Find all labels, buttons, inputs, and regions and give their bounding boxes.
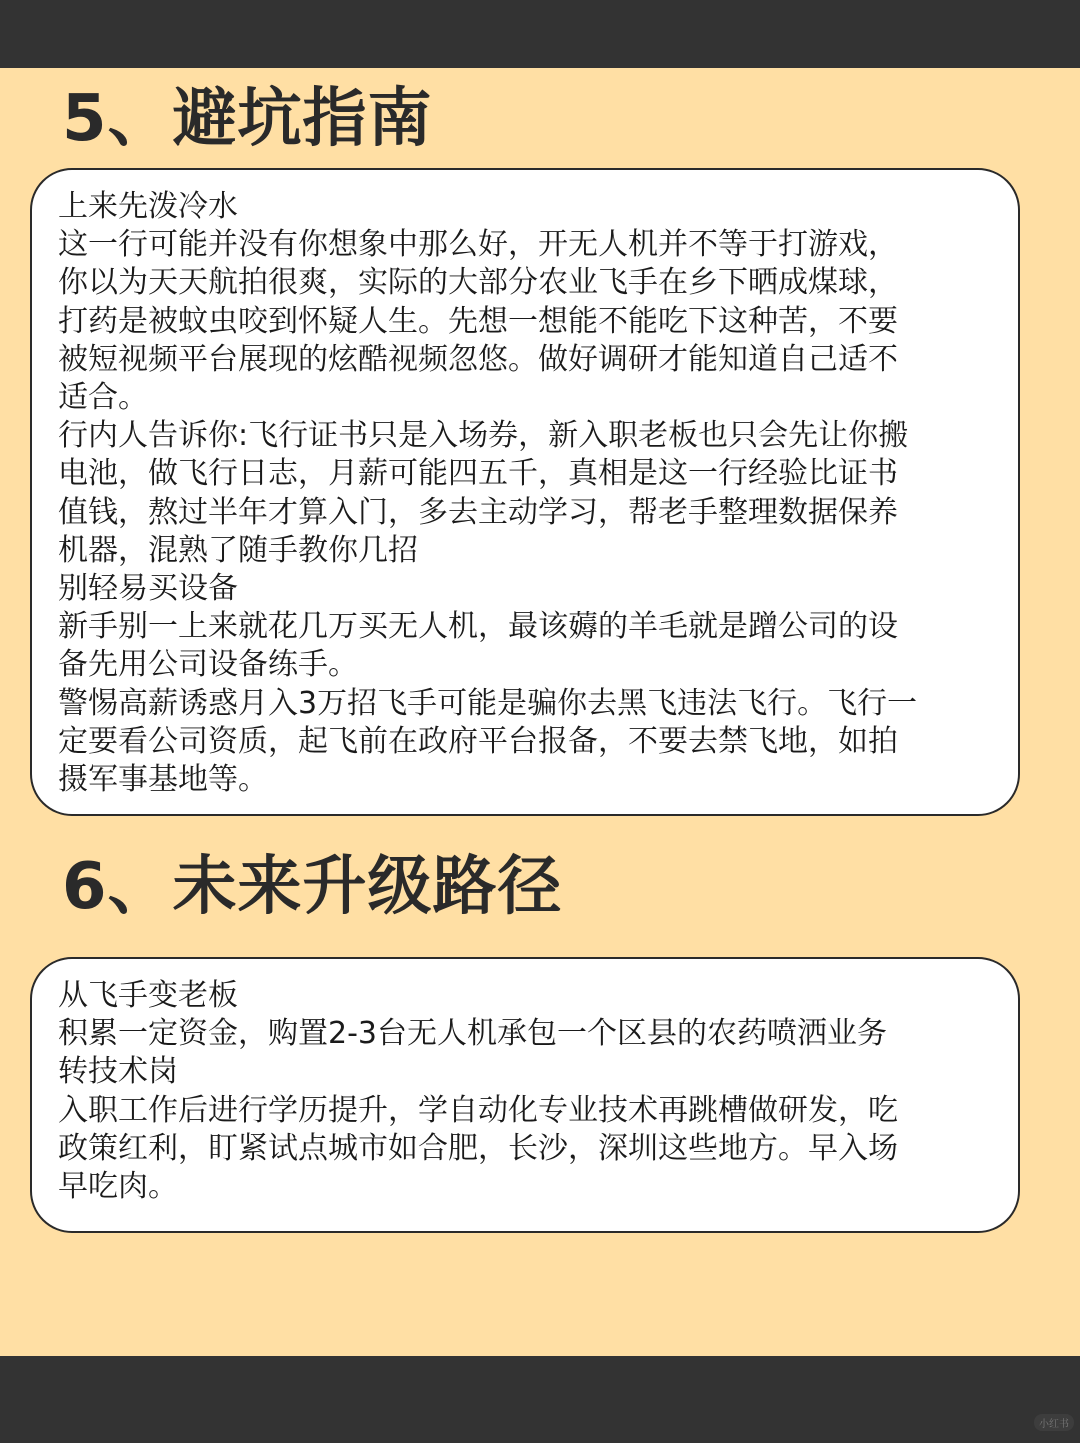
paragraph-high-salary-warning: 警惕高薪诱惑月入3万招飞手可能是骗你去黑飞违法飞行。飞行一 定要看公司资质，起飞前在政府平台报备，不要去禁飞地，如拍 摄军事基地等。 xyxy=(58,685,918,798)
paragraph-cold-water-body: 这一行可能并没有你想象中那么好，开无人机并不等于打游戏， 你以为天天航拍很爽，实际的大部分农业飞手在乡下晒成煤球， 打药是被蚊虫咬到怀疑人生。先想一想能不能吃下这种苦，不要 被短视频平台展现的炫酷视频忽悠。做好调研才能知道自己适不 适合。 xyxy=(58,227,898,416)
paragraph-cold-water-title: 上来先泼冷水 xyxy=(58,189,238,224)
watermark-logo: 小红书 xyxy=(1034,1414,1074,1431)
paragraph-equipment-body: 新手别一上来就花几万买无人机，最该薅的羊毛就是蹭公司的设 备先用公司设备练手。 xyxy=(58,609,898,683)
paragraph-equipment-title: 别轻易买设备 xyxy=(58,571,238,607)
paragraph-tech-role-body: 入职工作后进行学历提升，学自动化专业技术再跳槽做研发，吃 政策红利，盯紧试点城市如合肥，长沙，深圳这些地方。早入场 早吃肉。 xyxy=(58,1092,898,1205)
paragraph-pilot-to-boss-title: 从飞手变老板 xyxy=(58,978,238,1013)
upgrade-path-card xyxy=(30,957,1020,1233)
bottom-bar xyxy=(0,1356,1080,1443)
section-heading-upgrade-path: 6、未来升级路径 xyxy=(62,850,563,924)
section-heading-pitfall-guide: 5、避坑指南 xyxy=(62,82,433,156)
paragraph-pilot-to-boss-body: 积累一定资金，购置2-3台无人机承包一个区县的农药喷洒业务 xyxy=(58,1016,887,1052)
paragraph-insider-advice: 行内人告诉你:飞行证书只是入场券，新入职老板也只会先让你搬 电池，做飞行日志，月薪可能四五千，真相是这一行经验比证书 值钱，熬过半年才算入门，多去主动学习，帮老手整理数据保养 机器，混熟了随手教你几招 xyxy=(58,418,909,568)
pitfall-guide-card xyxy=(30,168,1020,816)
paragraph-tech-role-title: 转技术岗 xyxy=(58,1054,178,1090)
top-bar xyxy=(0,0,1080,68)
